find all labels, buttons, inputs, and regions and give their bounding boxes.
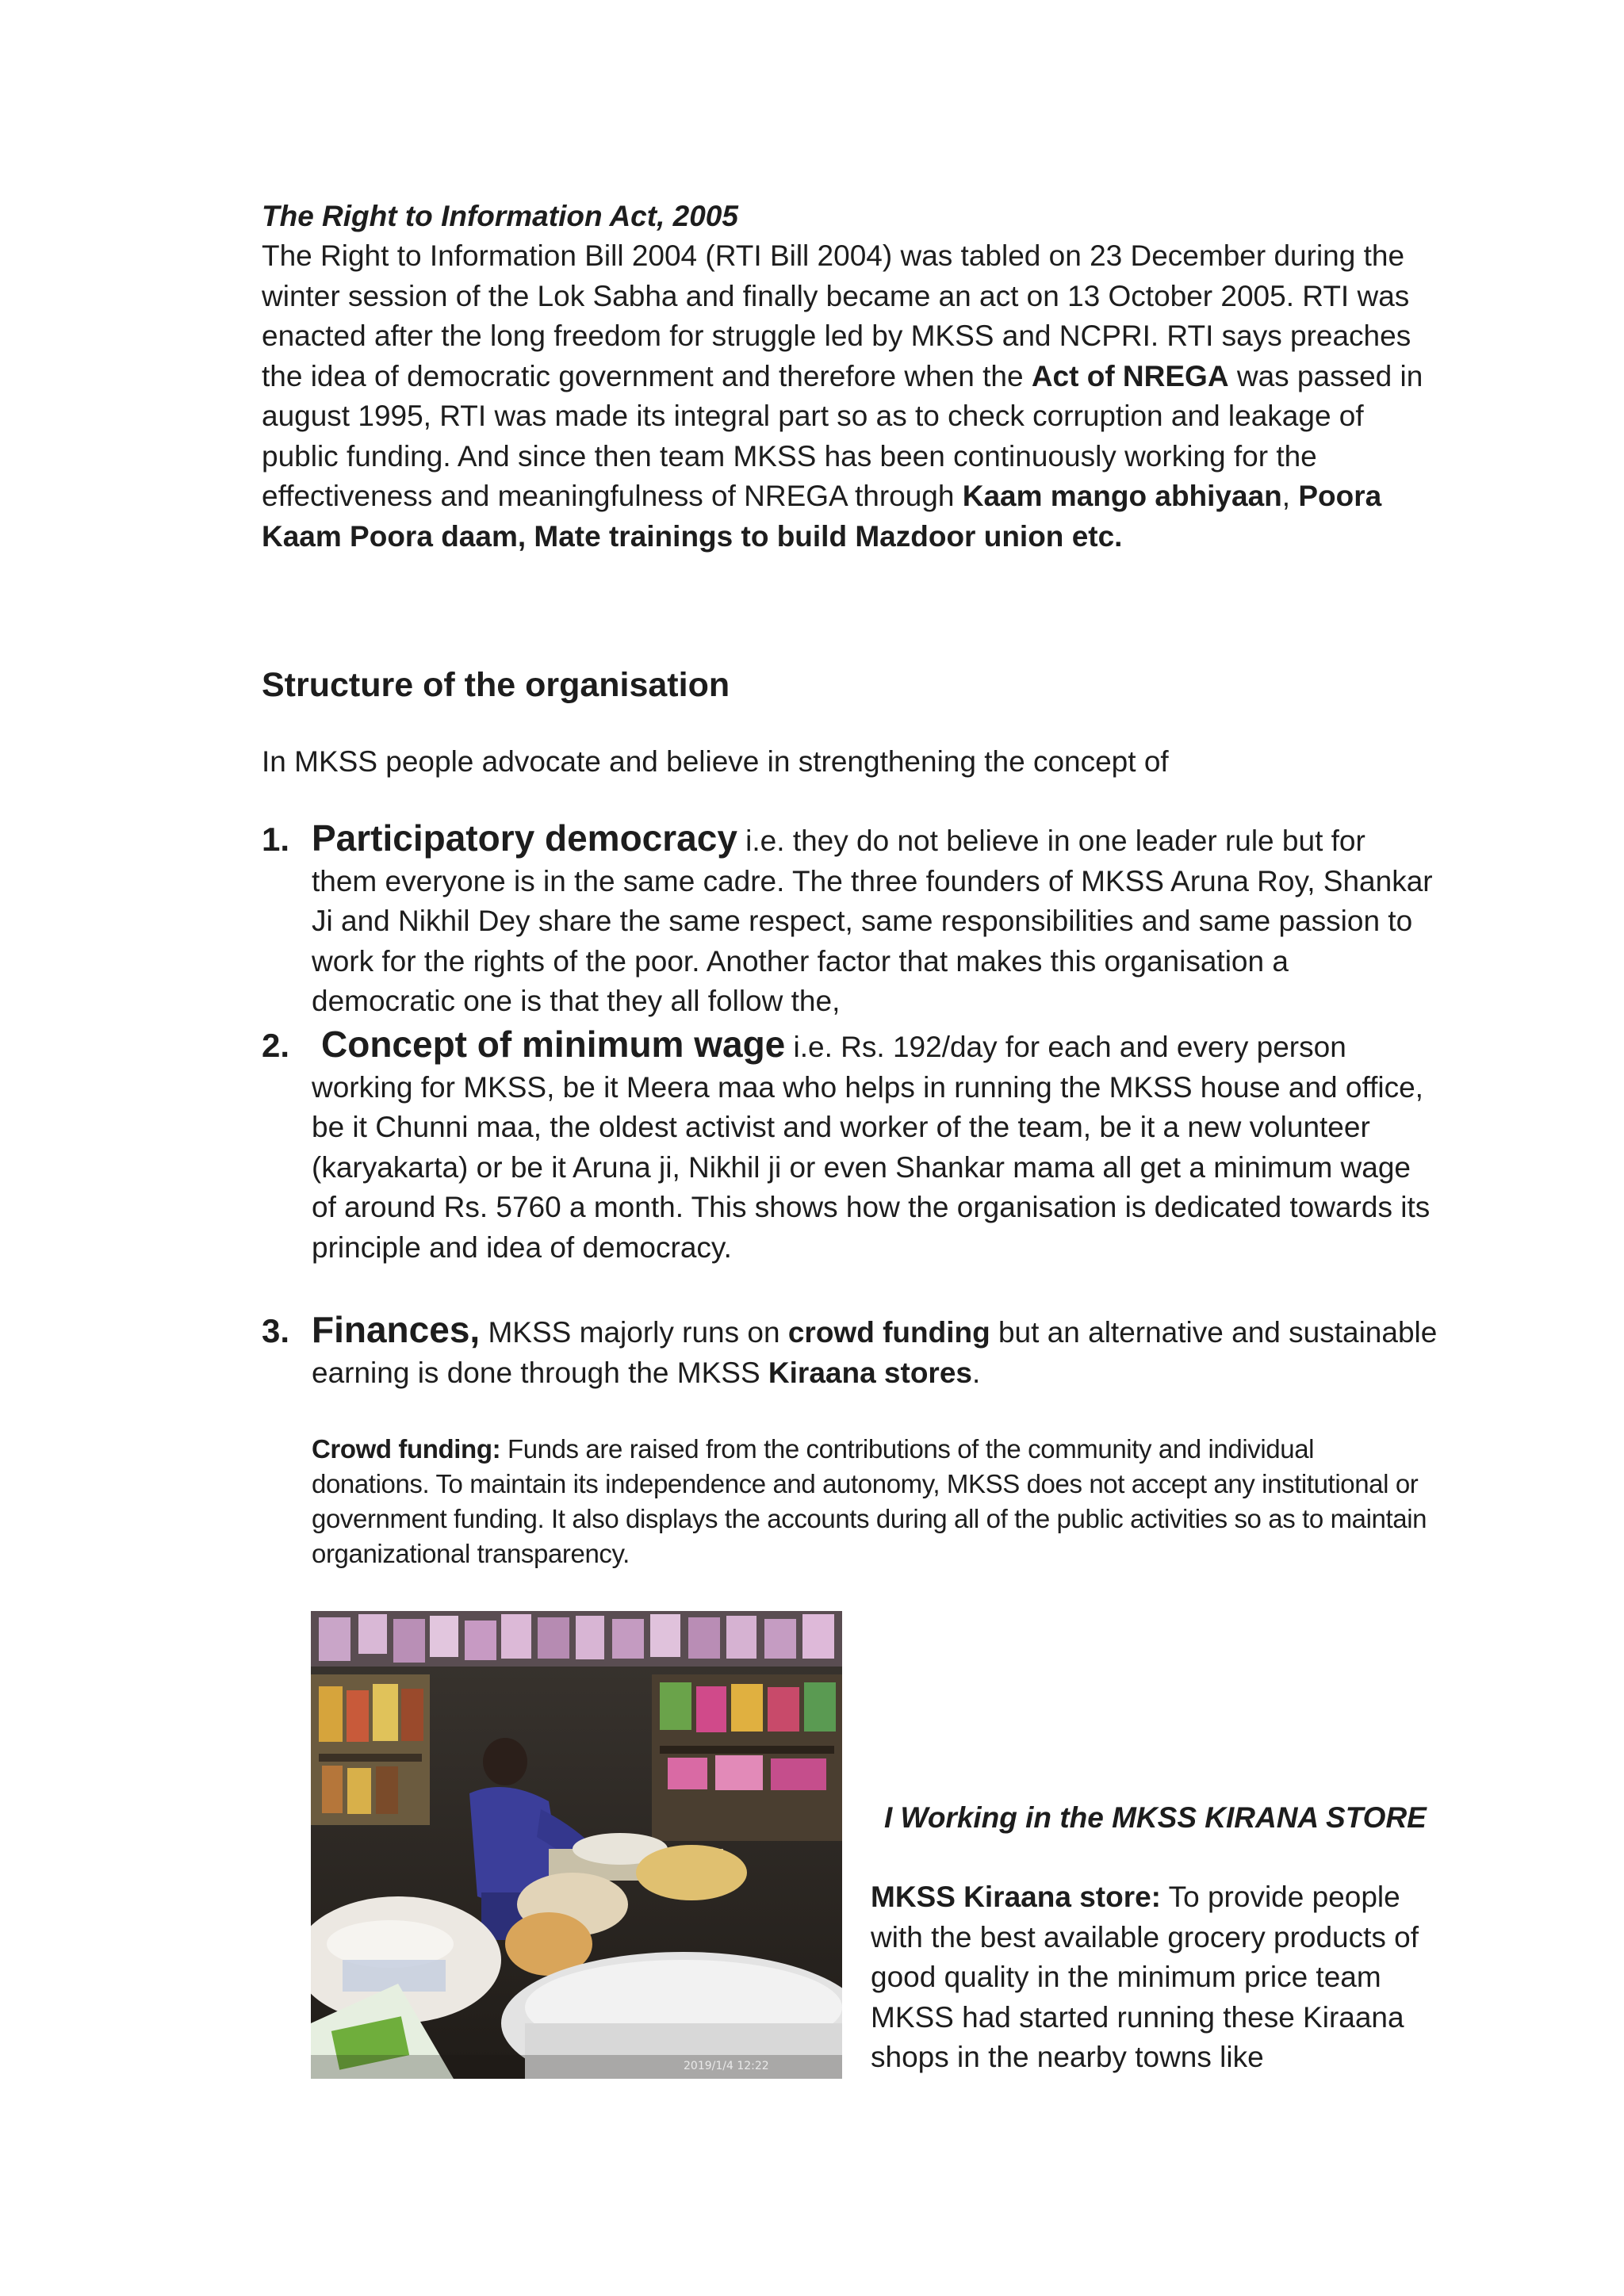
rti-bold-nrega: Act of NREGA <box>1031 359 1229 392</box>
list-number-3: 3. <box>262 1312 290 1349</box>
rti-paragraph <box>262 236 1427 557</box>
kiraana-store-text: To provide people with the best available grocery products of good quality in the minimum price team MKSS had started running these Kiraana shops in the nearby towns like <box>871 1881 1419 2073</box>
kirana-store-illustration <box>311 1611 842 2079</box>
list-item-participatory-democracy <box>312 818 1438 1022</box>
rti-bold-poora-kaam: Poora Kaam Poora daam, Mate trainings to build Mazdoor union etc. <box>262 480 1382 553</box>
list-item-lead: Participatory democracy <box>312 817 737 859</box>
bold-kiraana-stores: Kiraana stores <box>768 1356 972 1389</box>
list-item-text: but an alternative and sustainable earning is done through the MKSS <box>312 1316 1438 1389</box>
photo-timestamp: 2019/1/4 12:22 <box>684 2060 769 2072</box>
crowd-funding-paragraph <box>312 1432 1438 1571</box>
structure-heading: Structure of the organisation <box>262 666 730 704</box>
photo-caption: I Working in the MKSS KIRANA STORE <box>884 1801 1427 1834</box>
rti-bold-kaam-mango: Kaam mango abhiyaan <box>962 480 1282 512</box>
bold-crowd-funding: crowd funding <box>787 1316 990 1349</box>
list-item-lead: Concept of minimum wage <box>321 1024 786 1065</box>
list-item-minimum-wage <box>312 1024 1438 1268</box>
kirana-store-photo <box>311 1611 842 2079</box>
crowd-funding-label: Crowd funding: <box>312 1434 501 1464</box>
rti-text-1: The Right to Information Bill 2004 (RTI Bill 2004) was tabled on 23 December during the winter session of the Lok Sabha and finally became an act on 13 October 2005. RTI was enacted after the long freedom for struggle led by MKSS and NCPRI. RTI says preaches the idea of democratic government and therefore when the <box>262 239 1411 392</box>
rti-text-2: was passed in august 1995, RTI was made its integral part so as to check corruption and leakage of public funding. And since then team MKSS has been continuously working for the effectiveness and meaningfulness of NREGA through <box>262 359 1423 512</box>
crowd-funding-text: Funds are raised from the contributions of the community and individual donations. To maintain its independence and autonomy, MKSS does not accept any institutional or government funding. It also displays the accounts during all of the public activities so as to maintain organizational transparency. <box>312 1434 1427 1568</box>
rti-text-3: , <box>1281 480 1299 512</box>
kiraana-store-label: MKSS Kiraana store: <box>871 1881 1161 1913</box>
kiraana-store-paragraph <box>871 1877 1426 2078</box>
list-item-finances <box>312 1310 1438 1393</box>
list-item-text: i.e. Rs. 192/day for each and every person working for MKSS, be it Meera maa who helps in running the MKSS house and office, be it Chunni maa, the oldest activist and worker of the team, be it a new volunteer (karyakarta) or be it Aruna ji, Nikhil ji or even Shankar mama all get a minimum wage of around Rs. 5760 a month. This shows how the organisation is dedicated towards its principle and idea of democracy. <box>312 1031 1431 1264</box>
list-number-1: 1. <box>262 821 290 858</box>
list-item-text: . <box>972 1356 981 1389</box>
list-number-2: 2. <box>262 1027 290 1064</box>
structure-intro: In MKSS people advocate and believe in strengthening the concept of <box>262 745 1169 778</box>
list-item-text: MKSS majorly runs on <box>480 1316 788 1349</box>
list-item-lead: Finances, <box>312 1309 481 1350</box>
list-item-text: i.e. they do not believe in one leader rule but for them everyone is in the same cadre. The three founders of MKSS Aruna Roy, Shankar Ji and Nikhil Dey share the same respect, same responsibilities and same passion to work for the rights of the poor. Another factor that makes this organisation a democratic one is that they all follow the, <box>312 825 1433 1017</box>
rti-section-title: The Right to Information Act, 2005 <box>262 200 738 232</box>
